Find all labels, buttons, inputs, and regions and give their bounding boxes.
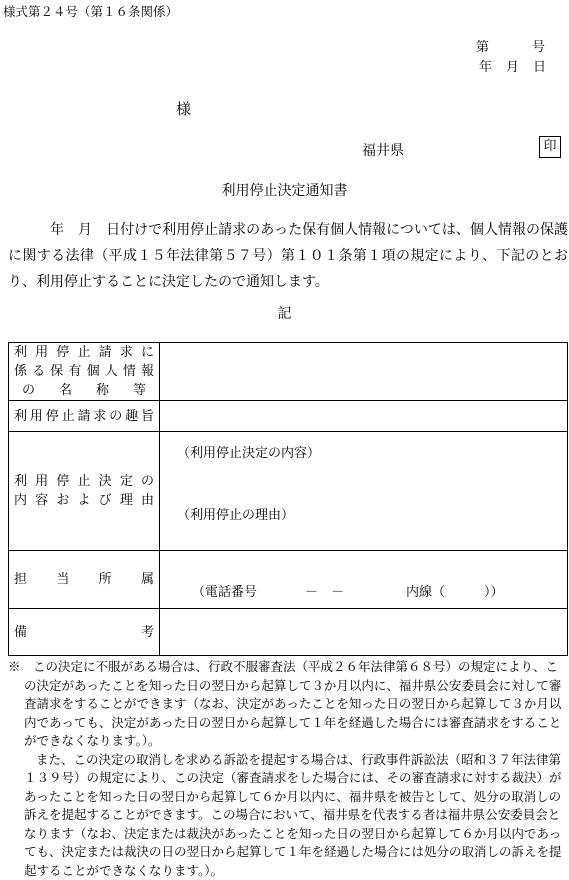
table-row xyxy=(9,551,568,609)
row-label-request-purpose xyxy=(9,401,160,432)
table-row xyxy=(9,432,568,551)
label-line: 利用停止決定の xyxy=(14,472,154,491)
date-day: 日 xyxy=(533,60,546,75)
cell-remarks[interactable] xyxy=(160,609,568,656)
cell-info-name[interactable] xyxy=(160,343,568,401)
issuer-name: 福井県 xyxy=(362,140,404,160)
cell-department[interactable] xyxy=(160,551,568,609)
decision-reason-note: （利用停止の理由） xyxy=(177,504,294,523)
table-row xyxy=(9,609,568,656)
note-appeal: ※ この決定に不服がある場合は、行政不服審査法（平成２６年法律第６８号）の規定により、この決定があったことを知った日の翌日から起算して３か月以内に、福井県公安委員会に対して審査請求をすることができます（なお、決定があったことを知った日の翌日から起算して３か月以内であっても、決定があった日の翌日から起算して１年を経過した場合には審査請求をすることができなくなります。）。 xyxy=(8,658,566,751)
phone-line xyxy=(170,559,557,600)
row-label-remarks xyxy=(9,609,160,656)
body-text: 年 月 日付けで利用停止請求のあった保有個人情報については、個人情報の保護に関する法律（平成１５年法律第５７号）第１０１条第１項の規定により、下記のとおり、利用停止することに決定したので通知します。 xyxy=(8,217,568,295)
document-number xyxy=(476,36,545,55)
table-row xyxy=(9,343,568,401)
body-paragraph xyxy=(8,217,568,295)
note-lawsuit: また、この決定の取消しを求める訴訟を提起する場合は、行政事件訴訟法（昭和３７年法律第１３９号）の規定により、この決定（審査請求をした場合には、その審査請求に対する裁決）があったことを知った日の翌日から起算して６か月以内に、福井県を被告として、処分の取消しの訴えを提起することができます。この場合において、福井県を代表する者は福井県公安委員会となります（なお、決定または裁決があったことを知った日の翌日から起算して６か月以内であっても、決定または裁決の日の翌日から起算して１年を経過した場合には処分の取消しの訴えを提起することができなくなります。）。 xyxy=(8,751,566,880)
extension-label: 内線（ ）） xyxy=(406,581,504,600)
decision-table xyxy=(8,342,568,656)
row-label-decision xyxy=(9,432,160,551)
seal-mark: 印 xyxy=(539,136,561,158)
label-line: 係る保有個人情報 xyxy=(14,362,154,381)
date-month: 月 xyxy=(506,60,519,75)
label-line: 内容および理由 xyxy=(14,491,154,510)
label-line: 利用停止請求の趣旨 xyxy=(14,407,154,426)
cell-request-purpose[interactable] xyxy=(160,401,568,432)
label-line: の名称等 xyxy=(14,381,154,400)
form-number-label: 様式第２４号（第１６条関係） xyxy=(3,2,178,20)
label-line: 担当所属 xyxy=(14,570,154,589)
document-title: 利用停止決定通知書 xyxy=(0,180,569,200)
phone-dashes: － － xyxy=(305,581,344,600)
notes-section xyxy=(8,658,566,880)
label-line: 備考 xyxy=(14,623,154,642)
ki-heading: 記 xyxy=(0,303,569,323)
table-row xyxy=(9,401,568,432)
document-date xyxy=(479,56,546,75)
label-line: 利用停止請求に xyxy=(14,343,154,362)
cell-decision[interactable] xyxy=(160,432,568,551)
row-label-department xyxy=(9,551,160,609)
phone-label: （電話番号 xyxy=(192,581,257,600)
document-number-suffix: 号 xyxy=(532,36,545,55)
document-number-prefix: 第 xyxy=(476,36,489,55)
recipient-honorific: 様 xyxy=(176,98,191,119)
decision-content-note: （利用停止決定の内容） xyxy=(177,442,320,461)
row-label-info-name xyxy=(9,343,160,401)
date-year: 年 xyxy=(479,60,492,75)
